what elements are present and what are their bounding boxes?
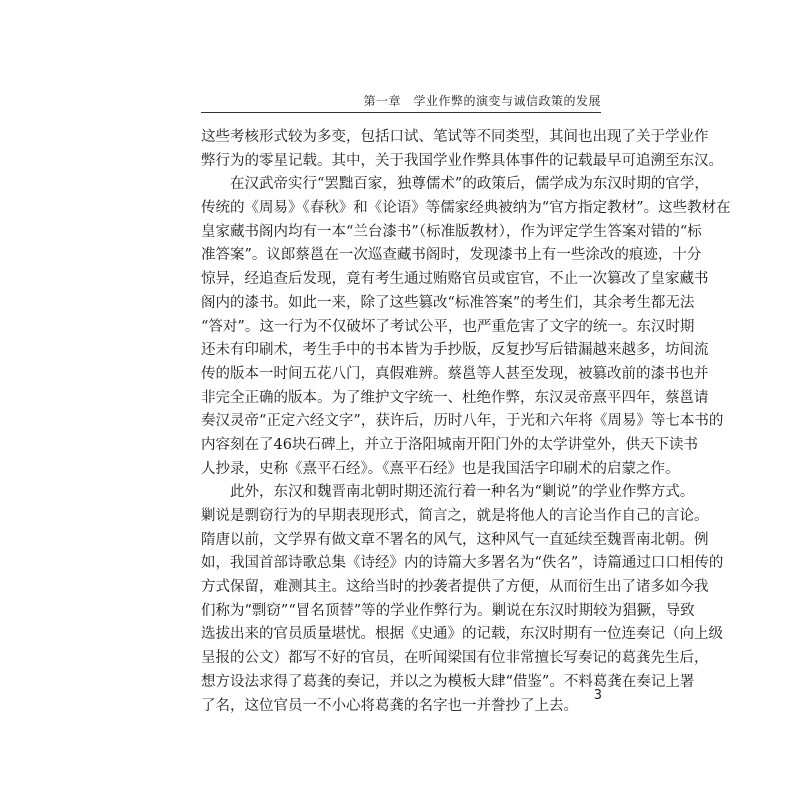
running-header: 第一章 学业作弊的演变与诚信政策的发展: [363, 94, 601, 108]
text-line: 此外，东汉和魏晋南北朝时期还流行着一种名为“剿说”的学业作弊方式。: [230, 484, 695, 501]
header-rule: [201, 112, 601, 113]
text-line: 选拔出来的官员质量堪忧。根据《史通》的记载，东汉时期有一位连奏记（向上级: [201, 626, 723, 643]
text-line: 方式保留，难测其主。这给当时的抄袭者提供了方便，从而衍生出了诸多如今我: [201, 579, 709, 596]
text-line: 在汉武帝实行“罢黜百家，独尊儒术”的政策后，儒学成为东汉时期的官学，: [230, 176, 709, 193]
text-line: “答对”。这一行为不仅破坏了考试公平，也严重危害了文字的统一。东汉时期: [201, 318, 695, 335]
paragraph-2: [201, 173, 731, 481]
text-line: 想方设法求得了葛龚的奏记，并以之为模板大肆“借鉴”。不料葛龚在奏记上署: [201, 673, 695, 690]
paragraph-3: [201, 481, 724, 718]
text-line: 皇家藏书阁内均有一本“兰台漆书”（标准版教材），作为评定学生答案对错的“标: [201, 223, 702, 240]
text-line: 惊异，经追查后发现，竟有考生通过贿赂官员或宦官，不止一次篡改了皇家藏书: [201, 271, 709, 288]
text-line: 还未有印刷术，考生手中的书本皆为手抄版，反复抄写后错漏越来越多，坊间流: [201, 342, 709, 359]
page-number: 3: [593, 688, 602, 703]
text-line: 准答案”。议郎蔡邕在一次巡查藏书阁时，发现漆书上有一些涂改的痕迹，十分: [201, 247, 702, 264]
text-line: 传统的《周易》《春秋》和《论语》等儒家经典被纳为“官方指定教材”。这些教材在: [201, 200, 731, 217]
body-text: [201, 126, 731, 718]
text-line: 了名，这位官员一不小心将葛龚的名字也一并誊抄了上去。: [201, 697, 578, 714]
text-line: 如，我国首部诗歌总集《诗经》内的诗篇大多署名为“佚名”，诗篇通过口口相传的: [201, 555, 724, 572]
text-line: 呈报的公文）都写不好的官员，在听闻梁国有位非常擅长写奏记的葛龚先生后，: [201, 650, 709, 667]
text-line: 剿说是剽窃行为的早期表现形式，简言之，就是将他人的言论当作自己的言论。: [201, 508, 709, 524]
text-line: 这些考核形式较为多变，包括口试、笔试等不同类型，其间也出现了关于学业作: [201, 129, 709, 145]
text-line: 奏汉灵帝“正定六经文字”，获许后，历时八年，于光和六年将《周易》等七本书的: [201, 413, 724, 430]
text-line: 非完全正确的版本。为了维护文字统一、杜绝作弊，东汉灵帝熹平四年，蔡邕请: [201, 389, 709, 406]
text-line: 们称为“剽窃”“冒名顶替”等的学业作弊行为。剿说在东汉时期较为猖獗，导致: [201, 602, 695, 619]
text-line: 阁内的漆书。如此一来，除了这些篡改“标准答案”的考生们，其余考生都无法: [201, 294, 695, 311]
paragraph-1: [201, 126, 723, 173]
text-line: 内容刻在了46块石碑上，并立于洛阳城南开阳门外的太学讲堂外，供天下读书: [201, 436, 698, 453]
text-line: 人抄录，史称《熹平石经》。《熹平石经》也是我国活字印刷术的启蒙之作。: [201, 460, 680, 477]
text-line: 隋唐以前，文学界有做文章不署名的风气，这种风气一直延续至魏晋南北朝。例: [201, 531, 709, 548]
text-line: 弊行为的零星记载。其中，关于我国学业作弊具体事件的记载最早可追溯至东汉。: [201, 152, 723, 169]
text-line: 传的版本一时间五花八门，真假难辨。蔡邕等人甚至发现，被篡改前的漆书也并: [201, 365, 709, 382]
